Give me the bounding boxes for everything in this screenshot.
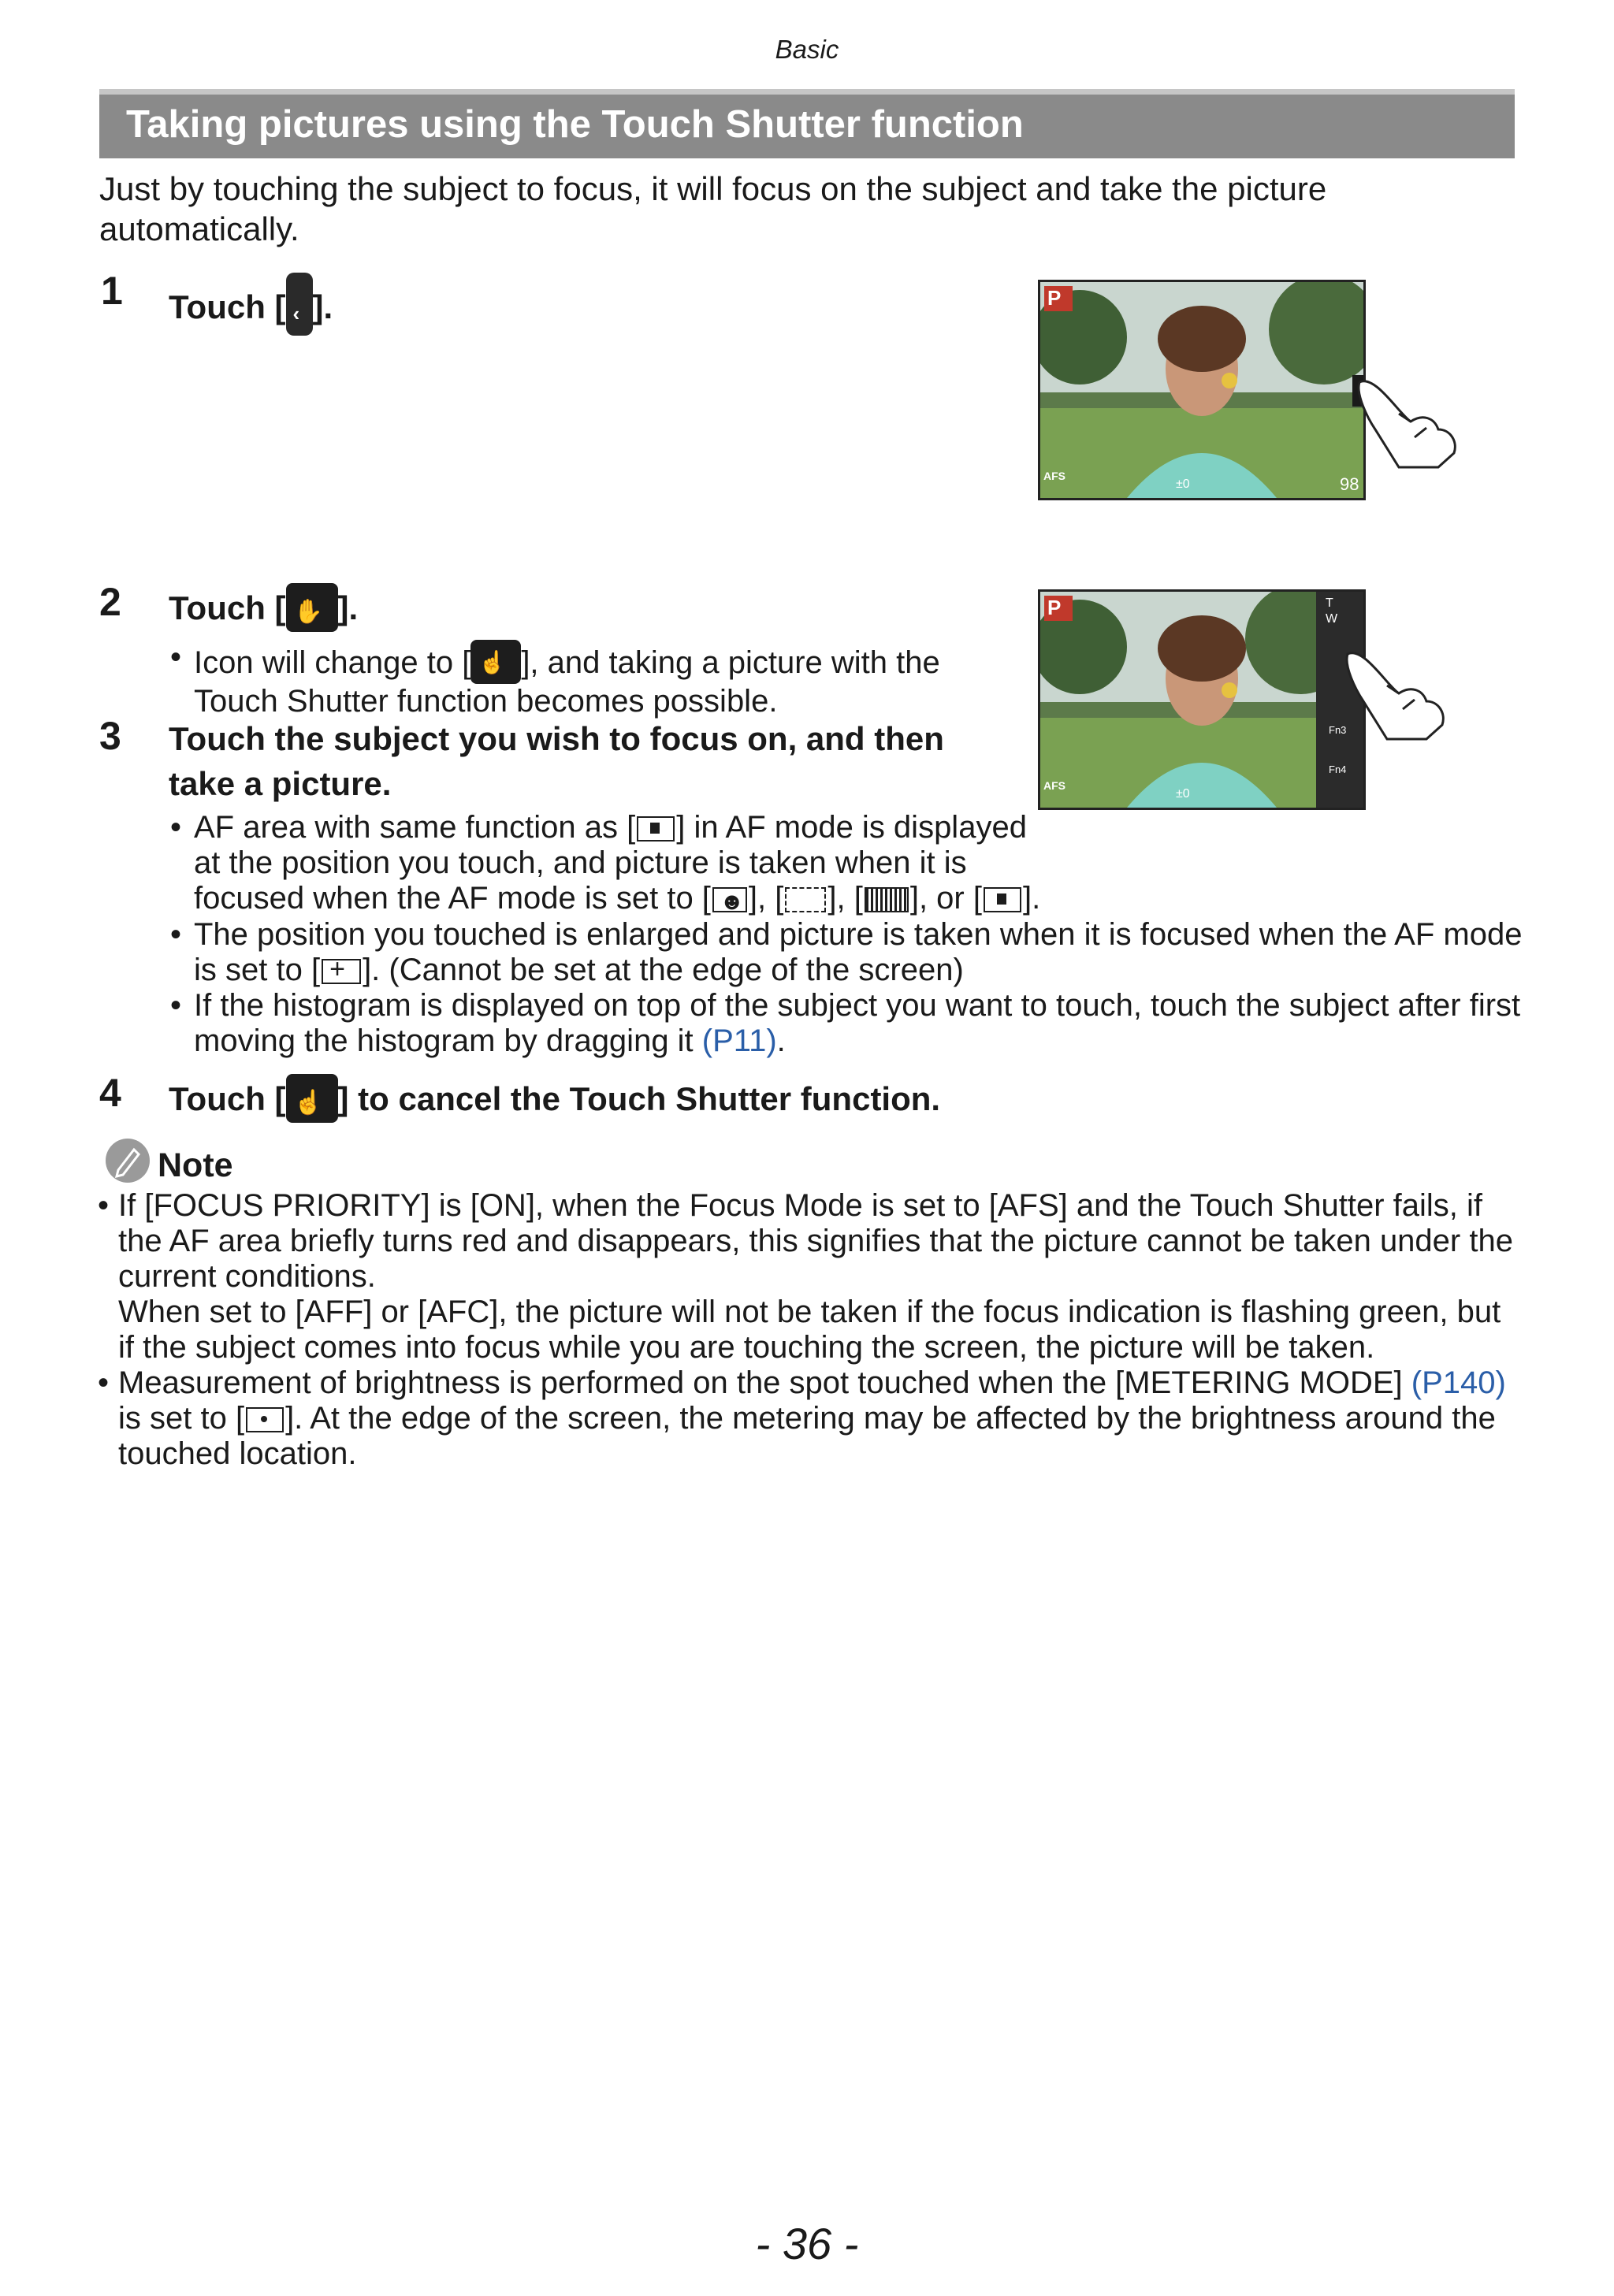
touch-shutter-on-icon: ☝ [470, 640, 521, 684]
step-2-text-a: Touch [ [169, 589, 286, 626]
note-item-1 [98, 1188, 1521, 1365]
step-3-b1-c: ], [ [748, 881, 784, 916]
note-p2-c: ]. At the edge of the screen, the metering may be affected by the brightness around the touched location. [118, 1401, 1496, 1471]
screen-2-afs: AFS [1043, 779, 1065, 792]
link-p140[interactable]: (P140) [1411, 1365, 1506, 1400]
bullet-dot: • [170, 917, 182, 952]
note-item-2 [98, 1365, 1521, 1472]
intro-paragraph: Just by touching the subject to focus, it will focus on the subject and take the picture automatically. [99, 170, 1327, 247]
step-3-text: Touch the subject you wish to focus on, and then take a picture. [169, 720, 944, 802]
screen-1-ev: ±0 [1176, 477, 1190, 491]
step-3-b1-e: ], or [ [909, 881, 982, 916]
fn4-button[interactable]: Fn4 [1329, 763, 1347, 775]
screen-2-ev: ±0 [1176, 787, 1190, 801]
camera-screen-1 [1038, 280, 1366, 500]
camera-screen-2-image [1040, 592, 1363, 808]
step-3-b2-b: ]. (Cannot be set at the edge of the screen) [363, 953, 964, 987]
screen-1-count: 98 [1340, 474, 1359, 494]
page-title: Taking pictures using the Touch Shutter function [126, 103, 1024, 146]
camera-screen-1-image [1040, 282, 1363, 498]
step-1-text-b: ]. [312, 288, 333, 325]
step-3-b1-b: ] in AF mode is displayed at the position you touch, and picture is taken when it is focused when the AF mode is set to [ [194, 810, 1027, 916]
note-p2-a: Measurement of brightness is performed on the spot touched when the [METERING MODE] [118, 1365, 1411, 1400]
step-3-b1-f: ]. [1022, 881, 1041, 916]
hand-pointer-icon-2 [1340, 638, 1454, 741]
af-1-area-icon-2 [984, 887, 1021, 912]
step-2-number: 2 [99, 580, 121, 624]
step-3-bullet-1 [170, 810, 1045, 916]
screen-2-mode: P [1047, 596, 1062, 619]
touch-shutter-on-icon-2: ☝ [286, 1074, 338, 1123]
step-2-bullet [170, 640, 1006, 719]
step-2-bullet-a: Icon will change to [ [194, 645, 471, 680]
touch-shutter-off-icon: ✋ [286, 583, 338, 632]
step-3-b3-b: . [776, 1024, 786, 1058]
page-number: - 36 - [755, 2219, 859, 2268]
step-4-text-a: Touch [ [169, 1080, 286, 1117]
step-1-text [169, 273, 333, 336]
note-p2-b: is set to [ [118, 1401, 245, 1436]
bullet-dot: • [170, 988, 182, 1023]
step-2-text [169, 583, 358, 632]
step-3-b2-a: The position you touched is enlarged and picture is taken when it is focused when the AF mode is set to [ [194, 917, 1523, 987]
af-1-area-icon [637, 816, 675, 841]
step-2-text-b: ]. [337, 589, 359, 626]
bullet-dot: • [98, 1188, 110, 1223]
multi-area-af-icon [865, 887, 909, 912]
step-3-b3-a: If the histogram is displayed on top of the subject you want to touch, touch the subject after first moving the histogram by dragging it [194, 988, 1521, 1058]
bullet-dot: • [98, 1365, 110, 1400]
note-pencil-icon [106, 1139, 150, 1183]
bullet-dot: • [170, 810, 182, 845]
step-1-text-a: Touch [ [169, 288, 286, 325]
camera-screen-2 [1038, 589, 1366, 810]
step-1-number: 1 [101, 269, 123, 313]
section-title-bar [99, 89, 1515, 158]
pinpoint-af-icon: + [322, 959, 361, 984]
step-4-number: 4 [99, 1071, 121, 1115]
note-title: Note [158, 1146, 233, 1184]
step-4-text [169, 1074, 940, 1123]
screen-1-afs: AFS [1043, 470, 1065, 482]
note-p1b: When set to [AFF] or [AFC], the picture will not be taken if the focus indication is flashing green, but if the subject comes into focus while you are touching the screen, the picture will be taken. [118, 1295, 1501, 1365]
step-4-text-b: ] to cancel the Touch Shutter function. [337, 1080, 941, 1117]
hand-pointer-icon [1352, 366, 1466, 469]
step-3-bullet-3 [170, 988, 1526, 1059]
zoom-tele-label[interactable]: T [1326, 596, 1333, 610]
step-3-number: 3 [99, 714, 121, 758]
spot-metering-icon [246, 1407, 284, 1432]
tab-open-icon: ‹ [286, 273, 313, 336]
screen-1-mode: P [1047, 286, 1062, 310]
note-p1: If [FOCUS PRIORITY] is [ON], when the Focus Mode is set to [AFS] and the Touch Shutter fails, if the AF area briefly turns red and disappears, this signifies that the picture cannot be taken under the current conditions. [118, 1188, 1513, 1294]
step-3-b1-a: AF area with same function as [ [194, 810, 636, 845]
step-3-bullet-2 [170, 917, 1526, 988]
section-label: Basic [775, 35, 839, 64]
fn3-button[interactable]: Fn3 [1329, 724, 1347, 736]
step-2-bullet-b: ], and taking a picture with the Touch Shutter function becomes possible. [194, 645, 940, 719]
zoom-wide-label[interactable]: W [1326, 612, 1338, 626]
link-p11[interactable]: (P11) [701, 1024, 777, 1058]
bullet-dot: • [170, 640, 182, 674]
face-detection-icon: ☻ [712, 887, 747, 912]
af-tracking-icon [785, 887, 826, 912]
step-3-b1-d: ], [ [827, 881, 863, 916]
